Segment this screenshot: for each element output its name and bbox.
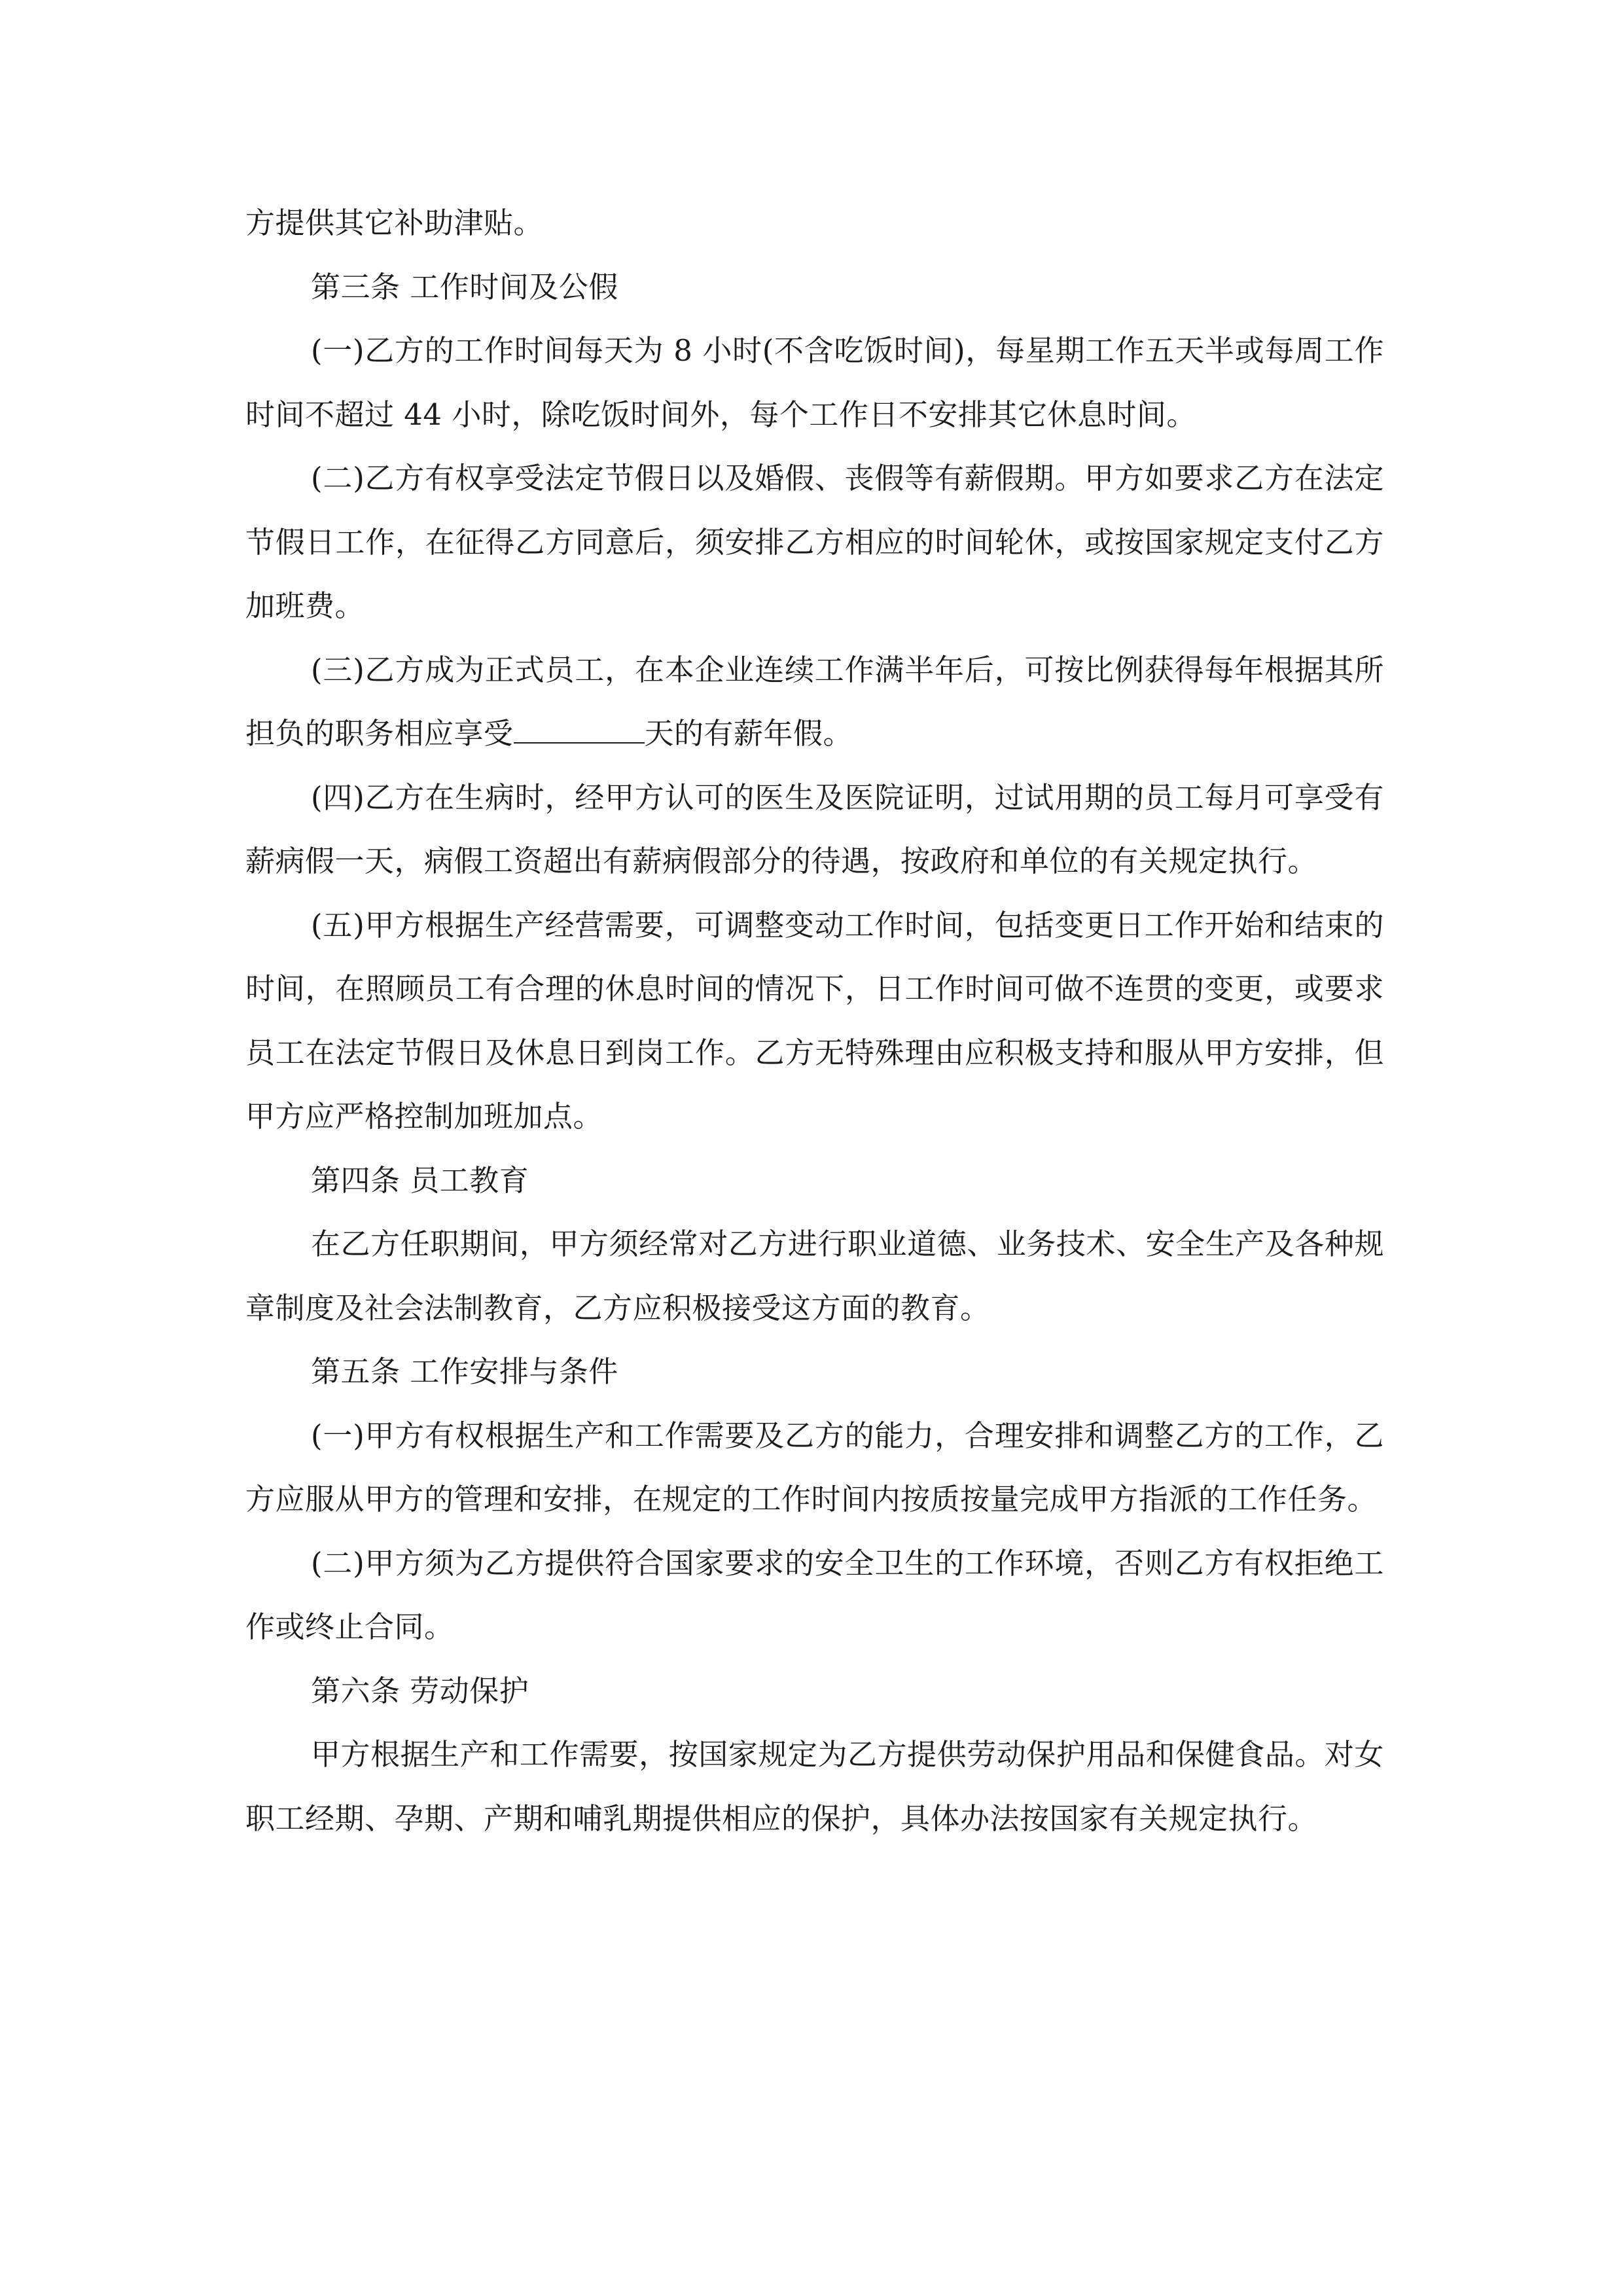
article-3-item-5: (五)甲方根据生产经营需要，可调整变动工作时间，包括变更日工作开始和结束的时间，在照顾员工有合理的休息时间的情况下，日工作时间可做不连贯的变更，或要求员工在法定节假日及休息日到岗工作。乙方无特殊理由应积极支持和服从甲方安排，但甲方应严格控制加班加点。 <box>245 907 1384 1134</box>
article-4-heading: 第四条 员工教育 <box>311 1162 529 1198</box>
paragraph-continuation: 方提供其它补助津贴。 <box>245 206 544 240</box>
article-6-body: 甲方根据生产和工作需要，按国家规定为乙方提供劳动保护用品和保健食品。对女职工经期、孕期、产期和哺乳期提供相应的保护，具体办法按国家有关规定执行。 <box>245 1737 1384 1836</box>
article-3-item-4: (四)乙方在生病时，经甲方认可的医生及医院证明，过试用期的员工每月可享受有薪病假一天，病假工资超出有薪病假部分的待遇，按政府和单位的有关规定执行。 <box>245 780 1384 878</box>
article-3-item-2: (二)乙方有权享受法定节假日以及婚假、丧假等有薪假期。甲方如要求乙方在法定节假日工作，在征得乙方同意后，须安排乙方相应的时间轮休，或按国家规定支付乙方加班费。 <box>245 461 1384 623</box>
article-6-heading: 第六条 劳动保护 <box>311 1673 529 1708</box>
article-5-heading: 第五条 工作安排与条件 <box>311 1354 618 1389</box>
document-body <box>245 191 1384 1850</box>
article-3-item-3-text-after: 天的有薪年假。 <box>644 716 853 751</box>
article-5-item-1: (一)甲方有权根据生产和工作需要及乙方的能力，合理安排和调整乙方的工作，乙方应服从甲方的管理和安排，在规定的工作时间内按质按量完成甲方指派的工作任务。 <box>245 1418 1384 1516</box>
article-3-item-3-text-before: (三)乙方成为正式员工，在本企业连续工作满半年后，可按比例获得每年根据其所担负的职务相应享受 <box>245 652 1384 751</box>
blank-fill-line <box>514 716 645 744</box>
article-4-body: 在乙方任职期间，甲方须经常对乙方进行职业道德、业务技术、安全生产及各种规章制度及社会法制教育，乙方应积极接受这方面的教育。 <box>245 1227 1384 1325</box>
article-3-item-1: (一)乙方的工作时间每天为 8 小时(不含吃饭时间)，每星期工作五天半或每周工作时间不超过 44 小时，除吃饭时间外，每个工作日不安排其它休息时间。 <box>245 333 1384 432</box>
article-3-item-3 <box>245 638 1384 766</box>
article-5-item-2: (二)甲方须为乙方提供符合国家要求的安全卫生的工作环境，否则乙方有权拒绝工作或终止合同。 <box>245 1545 1384 1644</box>
article-3-heading: 第三条 工作时间及公假 <box>311 269 618 304</box>
